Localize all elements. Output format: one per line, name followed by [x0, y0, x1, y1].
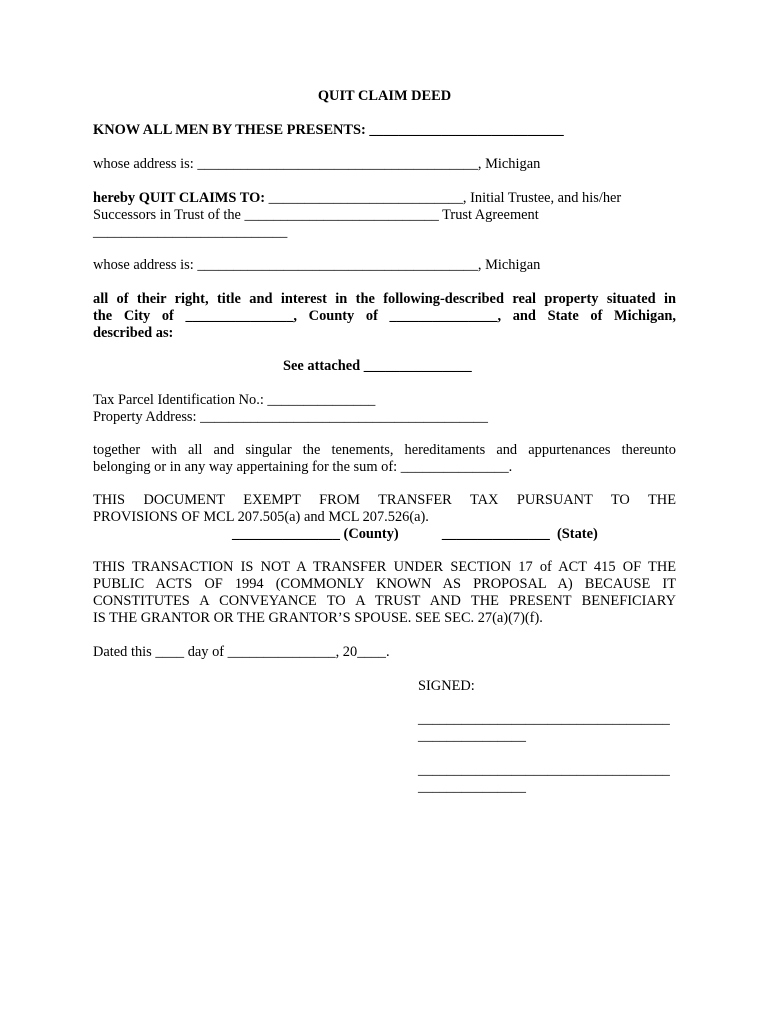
signature-line-2: ___________________________________: [418, 762, 670, 778]
signature-line-2-sub: _______________: [418, 779, 526, 795]
transaction-paragraph: [93, 559, 676, 627]
property-line-2: the City of _______________, County of _______________, and State of Michigan,: [93, 308, 676, 324]
tax-parcel-line: Tax Parcel Identification No.: _______________: [93, 392, 376, 408]
grantee-address-line: whose address is: _______________________________________, Michigan: [93, 257, 541, 273]
transaction-line-1: THIS TRANSACTION IS NOT A TRANSFER UNDER SECTION 17 of ACT 415 OF THE: [93, 559, 676, 575]
document-title: QUIT CLAIM DEED: [317, 88, 452, 104]
transaction-line-3: CONSTITUTES A CONVEYANCE TO A TRUST AND THE PRESENT BENEFICIARY: [93, 593, 676, 609]
exempt-paragraph: [93, 492, 676, 526]
together-line-1: together with all and singular the tenements, hereditaments and appurtenances thereunto: [93, 442, 676, 458]
successors-blank: ___________________________: [93, 224, 288, 240]
transaction-line-4: IS THE GRANTOR OR THE GRANTOR’S SPOUSE. SEE SEC. 27(a)(7)(f).: [93, 610, 543, 626]
know-all-men-line: KNOW ALL MEN BY THESE PRESENTS: ___________________________: [93, 122, 564, 138]
successors-line: Successors in Trust of the ___________________________ Trust Agreement: [93, 207, 539, 223]
property-line-3: described as:: [93, 325, 174, 341]
together-paragraph: [93, 442, 676, 476]
grantor-address-line: whose address is: _______________________________________, Michigan: [93, 156, 541, 172]
signed-label: SIGNED:: [418, 678, 475, 694]
exempt-line-1: THIS DOCUMENT EXEMPT FROM TRANSFER TAX PURSUANT TO THE: [93, 492, 676, 508]
quit-claims-rest: ___________________________, Initial Trustee, and his/her: [265, 190, 622, 206]
property-line-1: all of their right, title and interest in the following-described real property situated in: [93, 291, 676, 307]
signature-line-1: ___________________________________: [418, 711, 670, 727]
see-attached-line: See attached _______________: [283, 358, 472, 374]
quit-claims-line: [93, 190, 621, 207]
together-line-2: belonging or in any way appertaining for the sum of: _______________.: [93, 459, 513, 475]
property-paragraph: [93, 291, 676, 342]
exempt-line-2: PROVISIONS OF MCL 207.505(a) and MCL 207.526(a).: [93, 509, 429, 525]
quit-claims-label: hereby QUIT CLAIMS TO:: [93, 190, 266, 206]
dated-line: Dated this ____ day of _______________, 20____.: [93, 644, 390, 660]
transaction-line-2: PUBLIC ACTS OF 1994 (COMMONLY KNOWN AS PROPOSAL A) BECAUSE IT: [93, 576, 676, 592]
signature-line-1-sub: _______________: [418, 728, 526, 744]
property-address-line: Property Address: ________________________________________: [93, 409, 488, 425]
county-state-line: _______________ (County) _______________ (State): [232, 526, 598, 542]
